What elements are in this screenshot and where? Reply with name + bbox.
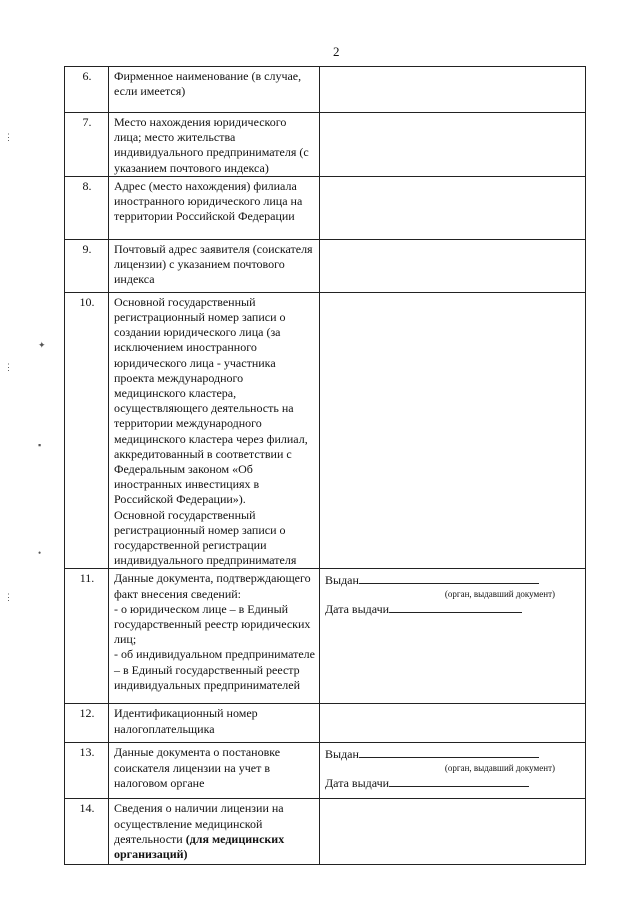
row-number: 10. [65, 292, 109, 569]
row-number: 6. [65, 67, 109, 113]
scan-artifact: ⋮ [4, 362, 13, 372]
registry-legal-entity-line: - о юридическом лице – в Единый государственный реестр юридических лиц; [114, 601, 311, 647]
issuer-caption: (орган, выдавший документ) [444, 762, 555, 773]
issued-by-field[interactable] [359, 746, 539, 758]
table-row [65, 176, 586, 239]
table-row [65, 799, 586, 865]
field-label-company-name: Фирменное наименование (в случае, если имеется) [109, 67, 320, 113]
field-label-medical-license [109, 799, 320, 865]
row-number: 9. [65, 239, 109, 292]
scan-artifact: ⋮ [4, 132, 13, 142]
issue-date-label: Дата выдачи [325, 601, 390, 616]
table-row [65, 569, 586, 704]
medical-license-note: (для медицинских организаций) [114, 831, 285, 862]
row-number: 8. [65, 176, 109, 239]
row-number: 12. [65, 704, 109, 743]
field-label-ogrn [109, 292, 320, 569]
ogrn-legal-entity-text: Основной государственный регистрационный номер записи о создании юридического лица (за исключением иностранного юридического лица - участника проекта международного медицинского кластера, осуществляющего деятельность на территории международного медицинского кластера через филиал, аккредитованный в соответствии с Федеральным законом «Об иностранных инвестициях в Российской Федерации»). [114, 294, 308, 507]
issuer-caption: (орган, выдавший документ) [444, 588, 555, 599]
field-label-registry-document [109, 569, 320, 704]
field-value-registry-document [320, 569, 586, 704]
table-row [65, 292, 586, 569]
table-row [65, 704, 586, 743]
field-label-postal-address: Почтовый адрес заявителя (соискателя лицензии) с указанием почтового индекса [109, 239, 320, 292]
table-row [65, 113, 586, 177]
issued-by-label: Выдан [325, 573, 359, 588]
issue-date-label: Дата выдачи [325, 775, 390, 790]
registry-document-intro: Данные документа, подтверждающего факт внесения сведений: [114, 571, 311, 601]
row-number: 11. [65, 569, 109, 704]
field-value-tax-registration [320, 743, 586, 799]
field-value-company-name[interactable] [320, 67, 586, 113]
issue-date-field[interactable] [389, 775, 529, 787]
medical-license-text: Сведения о наличии лицензии на осуществление медицинской деятельности [114, 801, 284, 846]
registry-entrepreneur-line: - об индивидуальном предпринимателе – в Единый государственный реестр индивидуальных предпринимателей [114, 647, 315, 692]
field-value-location[interactable] [320, 113, 586, 177]
field-label-branch-address: Адрес (место нахождения) филиала иностранного юридического лица на территории Российской Федерации [109, 176, 320, 239]
table-row [65, 743, 586, 799]
row-number: 14. [65, 799, 109, 865]
field-label-tax-registration: Данные документа о постановке соискателя лицензии на учет в налоговом органе [109, 743, 320, 799]
field-value-branch-address[interactable] [320, 176, 586, 239]
field-label-inn: Идентификационный номер налогоплательщика [109, 704, 320, 743]
scan-artifact: ⋮ [4, 592, 13, 602]
page-number: 2 [333, 44, 340, 59]
table-row [65, 239, 586, 292]
field-value-medical-license[interactable] [320, 799, 586, 865]
scan-artifact: ✦ [38, 340, 46, 350]
scan-artifact: ▪ [38, 440, 42, 450]
issue-date-field[interactable] [389, 601, 522, 613]
row-number: 13. [65, 743, 109, 799]
row-number: 7. [65, 113, 109, 177]
table-row [65, 67, 586, 113]
ogrn-entrepreneur-text: Основной государственный регистрационный номер записи о государственной регистрации индивидуального предпринимателя [114, 507, 297, 568]
issued-by-label: Выдан [325, 747, 359, 762]
field-value-inn[interactable] [320, 704, 586, 743]
field-value-postal-address[interactable] [320, 239, 586, 292]
issued-by-field[interactable] [359, 572, 539, 584]
scan-artifact: • [38, 548, 42, 558]
license-application-table [64, 66, 586, 865]
field-label-location: Место нахождения юридического лица; место жительства индивидуального предпринимателя (с указанием почтового индекса) [109, 113, 320, 177]
field-value-ogrn[interactable] [320, 292, 586, 569]
